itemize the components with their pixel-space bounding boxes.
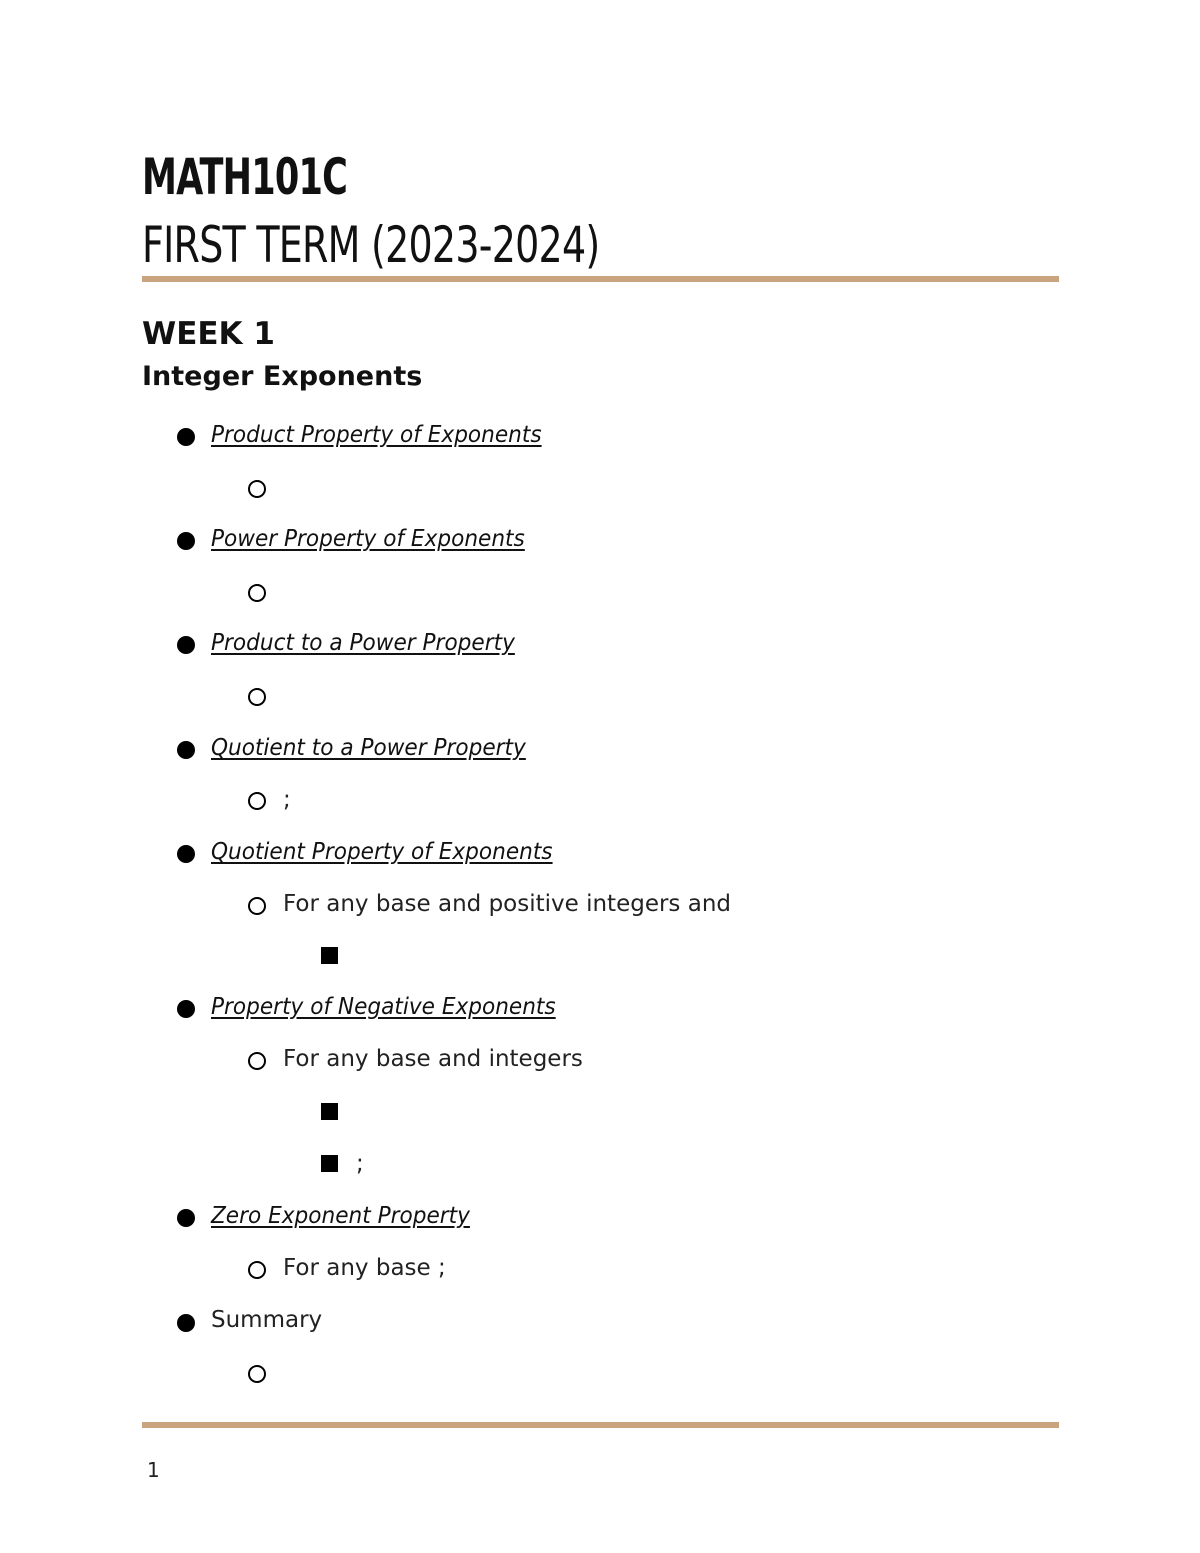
bullet-dot-icon [177, 845, 195, 863]
bullet-circle-icon [248, 1365, 266, 1383]
bullet-dot-icon [177, 1000, 195, 1018]
item-product-property[interactable]: Product Property of Exponents [211, 422, 542, 448]
item-negative-exponents-subsub-2: ; [356, 1151, 364, 1177]
item-power-property[interactable]: Power Property of Exponents [211, 526, 525, 552]
item-negative-exponents-sub: For any base and integers [283, 1046, 583, 1072]
item-quotient-to-power[interactable]: Quotient to a Power Property [211, 735, 526, 761]
item-negative-exponents[interactable]: Property of Negative Exponents [211, 994, 556, 1020]
item-quotient-property-sub: For any base and positive integers and [283, 891, 731, 917]
bullet-dot-icon [177, 1314, 195, 1332]
bullet-circle-icon [248, 1261, 266, 1279]
bullet-square-icon [321, 1103, 338, 1120]
bullet-dot-icon [177, 428, 195, 446]
item-product-to-power[interactable]: Product to a Power Property [211, 630, 515, 656]
bullet-circle-icon [248, 480, 266, 498]
page-number: 1 [147, 1458, 160, 1482]
item-zero-exponent[interactable]: Zero Exponent Property [211, 1203, 470, 1229]
bullet-dot-icon [177, 636, 195, 654]
item-summary: Summary [211, 1307, 323, 1333]
header-divider [142, 276, 1059, 282]
bullet-dot-icon [177, 1209, 195, 1227]
bullet-circle-icon [248, 792, 266, 810]
footer-divider [142, 1422, 1059, 1428]
bullet-dot-icon [177, 741, 195, 759]
bullet-circle-icon [248, 688, 266, 706]
term-title: FIRST TERM (2023-2024) [142, 216, 600, 274]
item-zero-exponent-sub: For any base ; [283, 1255, 446, 1281]
bullet-circle-icon [248, 584, 266, 602]
bullet-circle-icon [248, 1052, 266, 1070]
topic-heading: Integer Exponents [142, 361, 423, 392]
bullet-circle-icon [248, 897, 266, 915]
bullet-square-icon [321, 1155, 338, 1172]
item-quotient-property[interactable]: Quotient Property of Exponents [211, 839, 553, 865]
week-heading: WEEK 1 [142, 316, 275, 352]
course-title: MATH101C [142, 148, 348, 206]
bullet-dot-icon [177, 532, 195, 550]
bullet-square-icon [321, 947, 338, 964]
item-quotient-to-power-sub: ; [283, 787, 291, 813]
